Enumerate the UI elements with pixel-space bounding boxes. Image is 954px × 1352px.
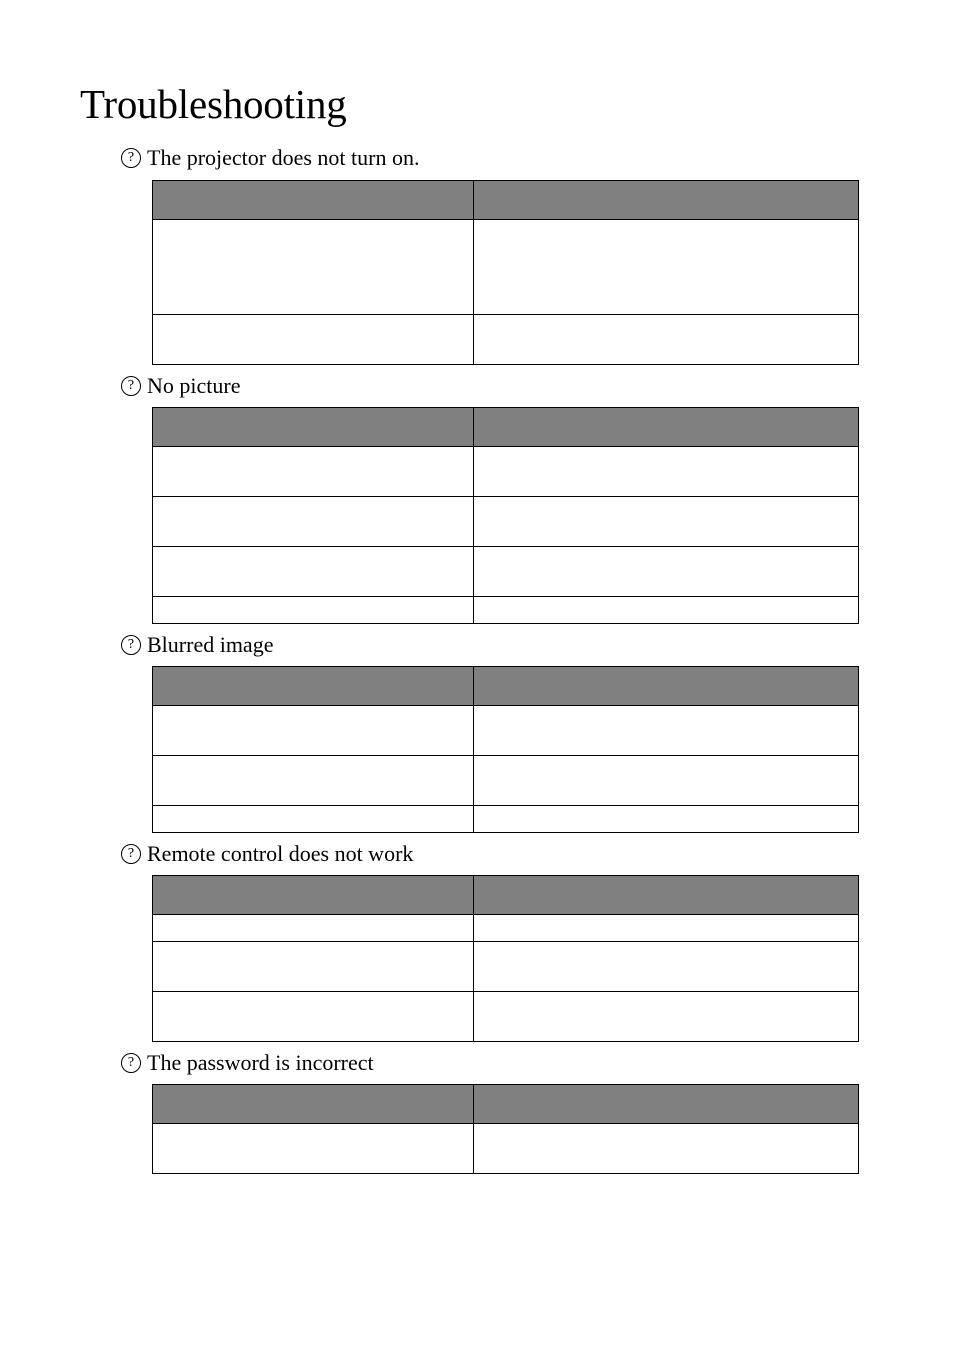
table-cell bbox=[153, 756, 474, 806]
table-cell bbox=[474, 497, 859, 547]
question-circle-icon: ? bbox=[121, 844, 141, 864]
table-header-row bbox=[153, 408, 859, 447]
table-row bbox=[153, 806, 859, 833]
table-row bbox=[153, 447, 859, 497]
question-circle-icon: ? bbox=[121, 635, 141, 655]
section-heading-projector-not-on bbox=[121, 144, 420, 172]
table-cell bbox=[153, 597, 474, 624]
section-heading-blurred-image bbox=[121, 631, 273, 659]
page-title: Troubleshooting bbox=[80, 81, 347, 127]
table-cell bbox=[474, 220, 859, 315]
troubleshooting-table-password bbox=[152, 1084, 859, 1174]
section-heading-password-incorrect bbox=[121, 1049, 374, 1077]
table-cell bbox=[474, 992, 859, 1042]
table-row bbox=[153, 315, 859, 365]
section-heading-no-picture bbox=[121, 372, 240, 400]
troubleshooting-table-remote-control bbox=[152, 875, 859, 1042]
table-cell bbox=[153, 1124, 474, 1174]
table-row bbox=[153, 547, 859, 597]
section-heading-text: Blurred image bbox=[147, 632, 274, 657]
table-cell bbox=[153, 220, 474, 315]
table-cell bbox=[474, 806, 859, 833]
table-row bbox=[153, 942, 859, 992]
table-row bbox=[153, 220, 859, 315]
header-cell bbox=[153, 667, 474, 706]
header-cell bbox=[474, 408, 859, 447]
table-cell bbox=[153, 547, 474, 597]
header-cell bbox=[474, 876, 859, 915]
table-cell bbox=[474, 756, 859, 806]
table-cell bbox=[153, 706, 474, 756]
table-cell bbox=[474, 942, 859, 992]
section-heading-text: The projector does not turn on. bbox=[147, 145, 420, 170]
header-cell bbox=[153, 408, 474, 447]
troubleshooting-table-no-picture bbox=[152, 407, 859, 624]
table-row bbox=[153, 992, 859, 1042]
troubleshooting-table-projector-not-on bbox=[152, 180, 859, 365]
header-cell bbox=[474, 667, 859, 706]
table-cell bbox=[153, 992, 474, 1042]
troubleshooting-table-blurred-image bbox=[152, 666, 859, 833]
header-cell bbox=[153, 1085, 474, 1124]
table-cell bbox=[153, 497, 474, 547]
table-cell bbox=[474, 706, 859, 756]
table-cell bbox=[474, 915, 859, 942]
table-row bbox=[153, 1124, 859, 1174]
section-heading-text: Remote control does not work bbox=[147, 841, 414, 866]
table-cell bbox=[153, 447, 474, 497]
table-row bbox=[153, 915, 859, 942]
table-cell bbox=[153, 806, 474, 833]
table-header-row bbox=[153, 181, 859, 220]
table-cell bbox=[474, 447, 859, 497]
table-header-row bbox=[153, 667, 859, 706]
table-row bbox=[153, 597, 859, 624]
section-heading-text: No picture bbox=[147, 373, 241, 398]
header-cell bbox=[153, 876, 474, 915]
section-heading-text: The password is incorrect bbox=[147, 1050, 374, 1075]
question-circle-icon: ? bbox=[121, 148, 141, 168]
question-circle-icon: ? bbox=[121, 376, 141, 396]
table-row bbox=[153, 706, 859, 756]
question-circle-icon: ? bbox=[121, 1053, 141, 1073]
table-row bbox=[153, 756, 859, 806]
table-cell bbox=[474, 315, 859, 365]
section-heading-remote-control bbox=[121, 840, 413, 868]
table-cell bbox=[474, 547, 859, 597]
table-header-row bbox=[153, 1085, 859, 1124]
table-cell bbox=[153, 315, 474, 365]
header-cell bbox=[474, 181, 859, 220]
table-cell bbox=[474, 597, 859, 624]
table-cell bbox=[474, 1124, 859, 1174]
table-cell bbox=[153, 942, 474, 992]
header-cell bbox=[153, 181, 474, 220]
table-row bbox=[153, 497, 859, 547]
table-header-row bbox=[153, 876, 859, 915]
table-cell bbox=[153, 915, 474, 942]
header-cell bbox=[474, 1085, 859, 1124]
